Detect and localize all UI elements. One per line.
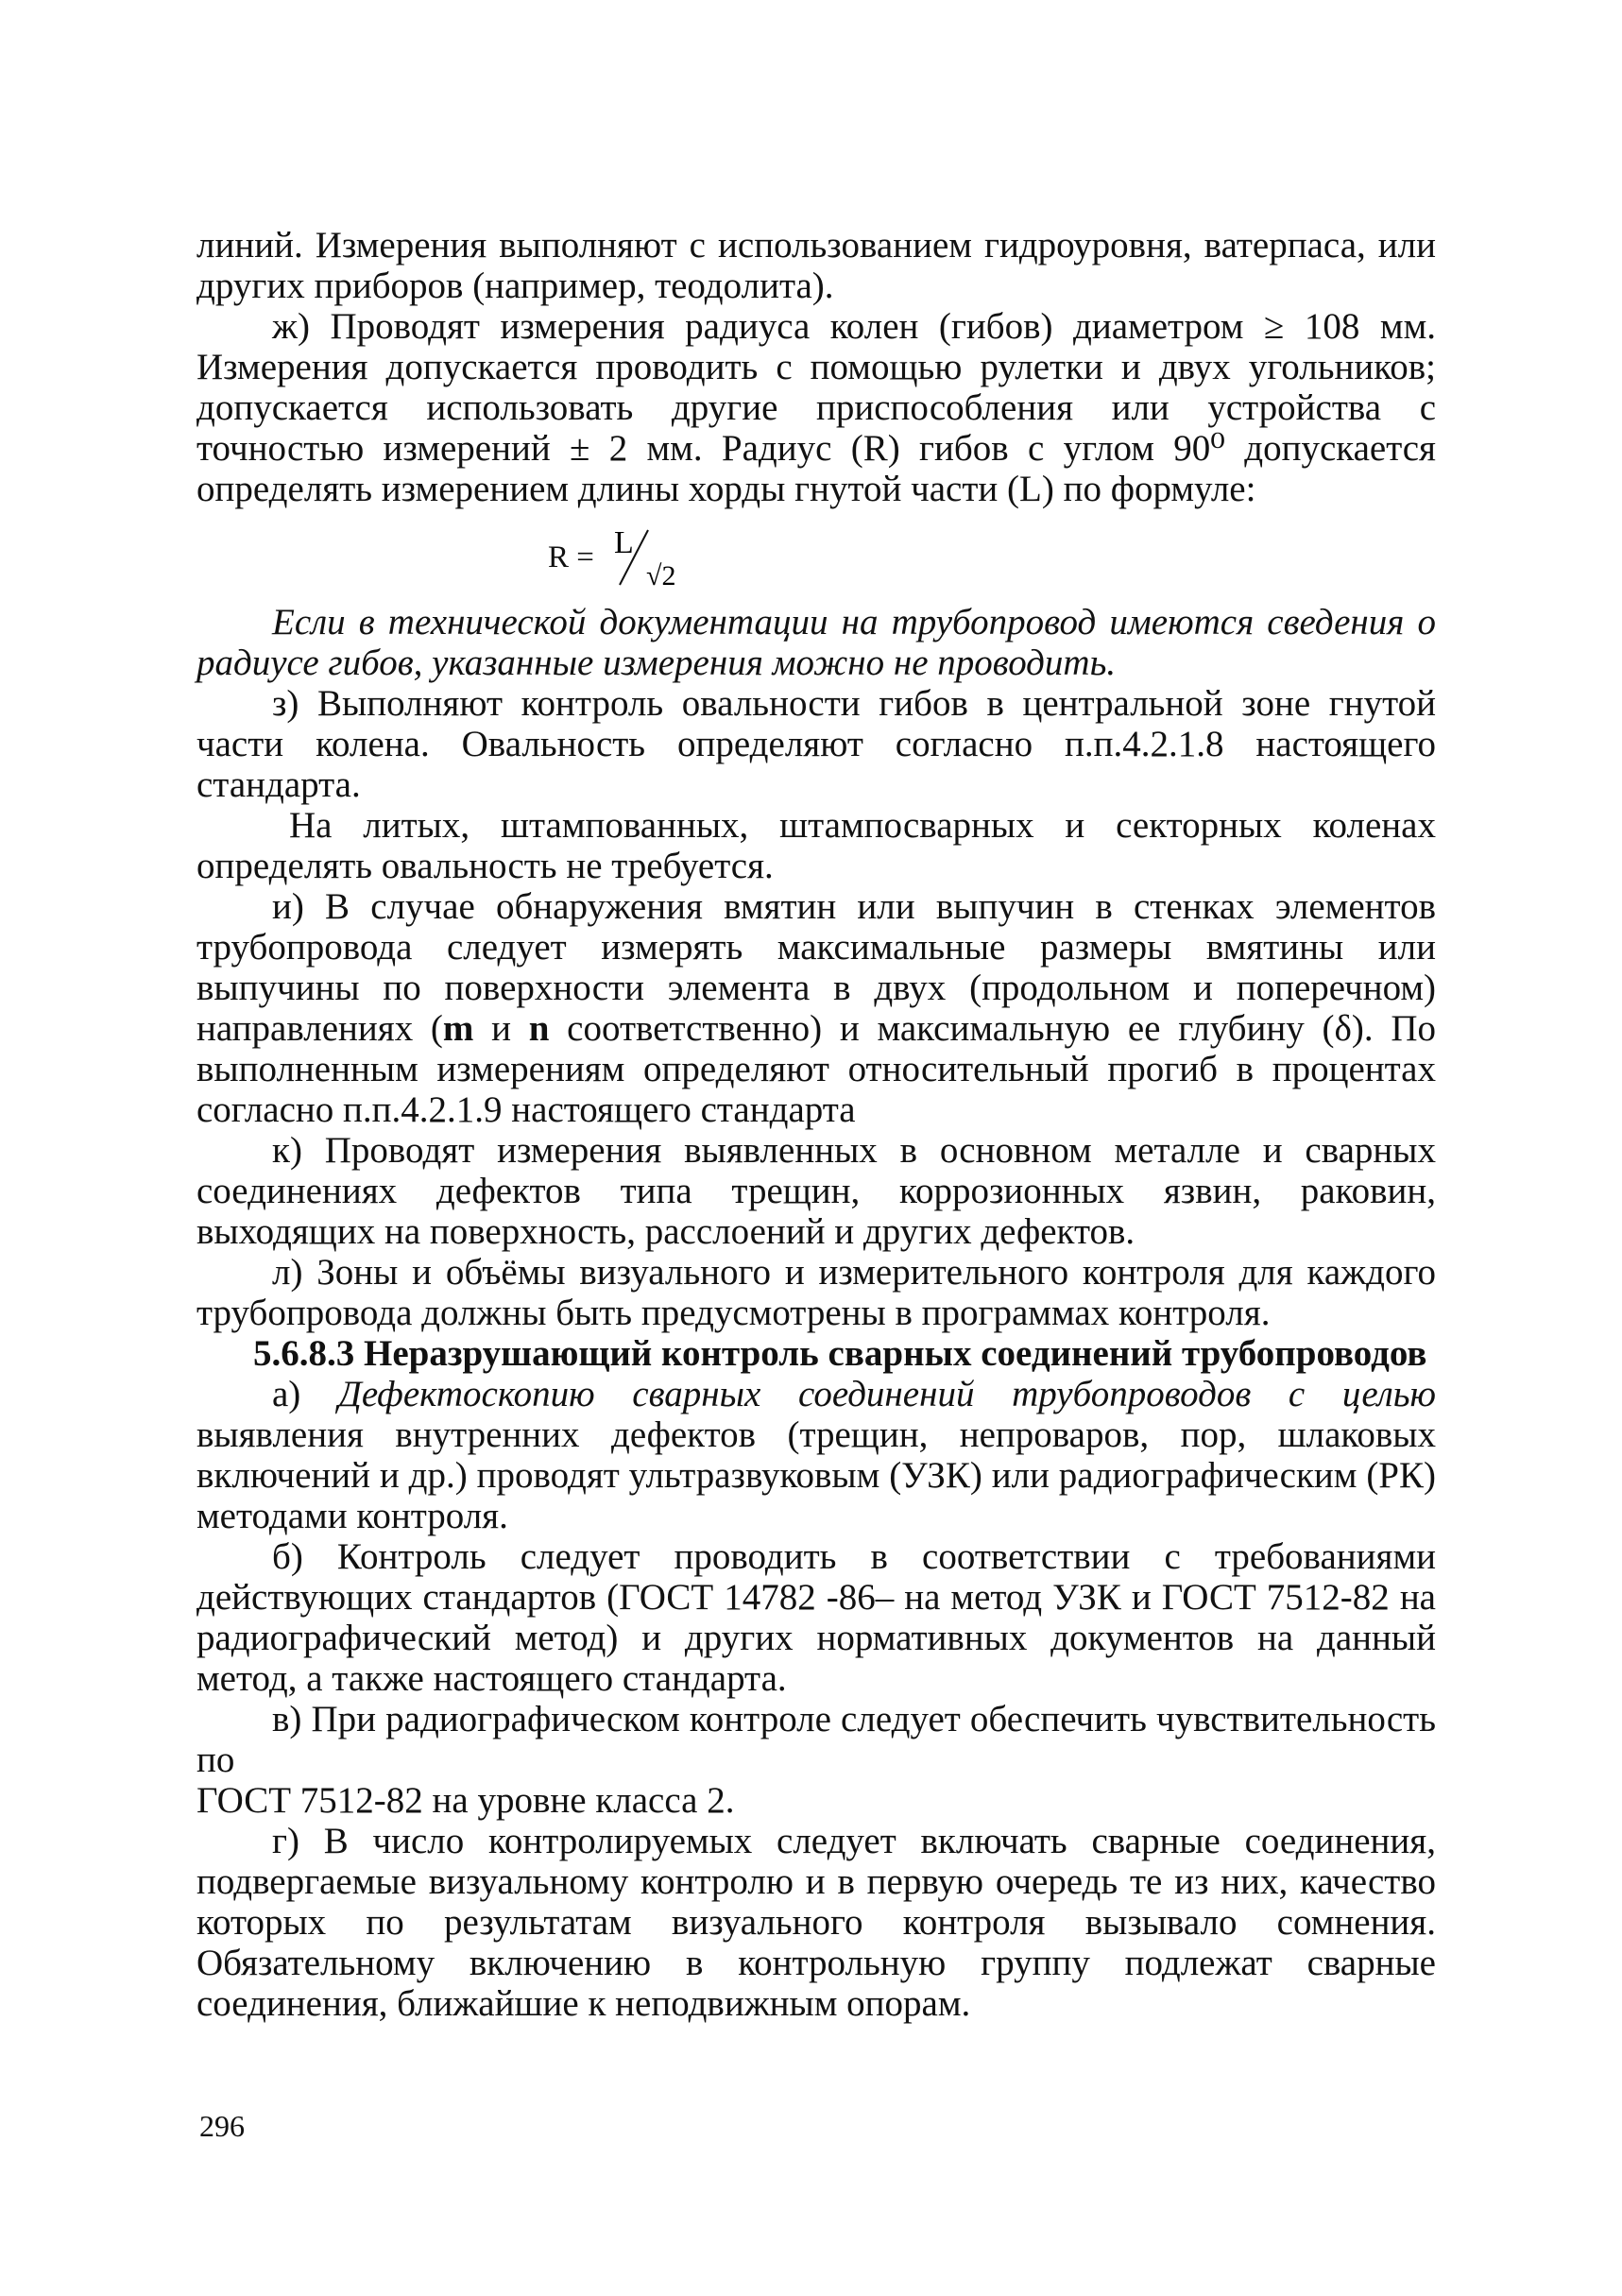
item-a-label: а) xyxy=(272,1374,338,1414)
paragraph-item-l: л) Зоны и объёмы визуального и измерительного контроля для каждого трубопровода должны быть предусмотрены в программах контроля. xyxy=(196,1252,1436,1333)
formula-numerator: L xyxy=(614,525,634,560)
paragraph-item-b: б) Контроль следует проводить в соответствии с требованиями действующих стандартов (ГОСТ 14782 -86– на метод УЗК и ГОСТ 7512-82 на радиографический метод) и других нормативных документов на данный метод, а также настоящего стандарта. xyxy=(196,1536,1436,1699)
item-i-and: и xyxy=(473,1008,529,1049)
item-i-n: n xyxy=(528,1008,550,1049)
paragraph-item-v: в) При радиографическом контроле следует обеспечить чувствительность по xyxy=(196,1699,1436,1780)
section-heading: 5.6.8.3 Неразрушающий контроль сварных соединений трубопроводов xyxy=(253,1333,1427,1374)
item-a-text: выявления внутренних дефектов (трещин, непроваров, пор, шлаковых включений и др.) проводят ультразвуковым (УЗК) или радиографическим (РК) методами контроля. xyxy=(196,1414,1436,1536)
page-number: 296 xyxy=(199,2109,245,2143)
formula-denominator: √2 xyxy=(646,560,676,591)
item-i-text-b: соответственно) и максимальную ее глубину (δ). По выполненным измерениям определяют относительный прогиб в процентах согласно п.п.4.2.1.9 настоящего стандарта xyxy=(196,1008,1436,1130)
paragraph-note-italic: Если в технической документации на трубопровод имеются сведения о радиусе гибов, указанные измерения можно не проводить. xyxy=(196,602,1436,683)
paragraph-item-g: г) В число контролируемых следует включать сварные соединения, подвергаемые визуальному контролю и в первую очередь те из них, качество которых по результатам визуального контроля вызывало сомнения. Обязательному включению в контрольную группу подлежат сварные соединения, ближайшие к неподвижным опорам. xyxy=(196,1821,1436,2024)
paragraph-item-zh: ж) Проводят измерения радиуса колен (гибов) диаметром ≥ 108 мм. Измерения допускается проводить с помощью рулетки и двух угольников; допускается использовать другие приспособления или устройства с точностью измерений ± 2 мм. Радиус (R) гибов с углом 90⁰ допускается определять измерением длины хорды гнутой части (L) по формуле: xyxy=(196,306,1436,509)
item-i-text-a: и) В случае обнаружения вмятин или выпучин в стенках элементов трубопровода следует измерять максимальные размеры вмятины или выпучины по поверхности элемента в двух (продольном и поперечном) направлениях ( xyxy=(196,886,1436,1049)
paragraph-item-z: з) Выполняют контроль овальности гибов в центральной зоне гнутой части колена. Овальность определяют согласно п.п.4.2.1.8 настоящего стандарта. xyxy=(196,683,1436,805)
item-a-italic: Дефектоскопию сварных соединений трубопроводов с целью xyxy=(338,1374,1436,1414)
item-i-m: m xyxy=(442,1008,474,1049)
paragraph-item-a xyxy=(196,1374,1436,1536)
radius-formula xyxy=(196,513,1436,596)
paragraph-item-i xyxy=(196,886,1436,1130)
document-body xyxy=(196,225,1436,2024)
paragraph-item-v-cont: ГОСТ 7512-82 на уровне класса 2. xyxy=(196,1780,735,1821)
paragraph-item-k: к) Проводят измерения выявленных в основном металле и сварных соединениях дефектов типа трещин, коррозионных язвин, раковин, выходящих на поверхность, расслоений и других дефектов. xyxy=(196,1130,1436,1252)
paragraph-cast-elbows: На литых, штампованных, штампосварных и секторных коленах определять овальность не требуется. xyxy=(196,805,1436,886)
formula-fraction xyxy=(196,513,858,596)
formula-lhs: R = xyxy=(548,540,594,574)
paragraph-continuation: линий. Измерения выполняют с использованием гидроуровня, ватерпаса, или других приборов (например, теодолита). xyxy=(196,225,1436,306)
